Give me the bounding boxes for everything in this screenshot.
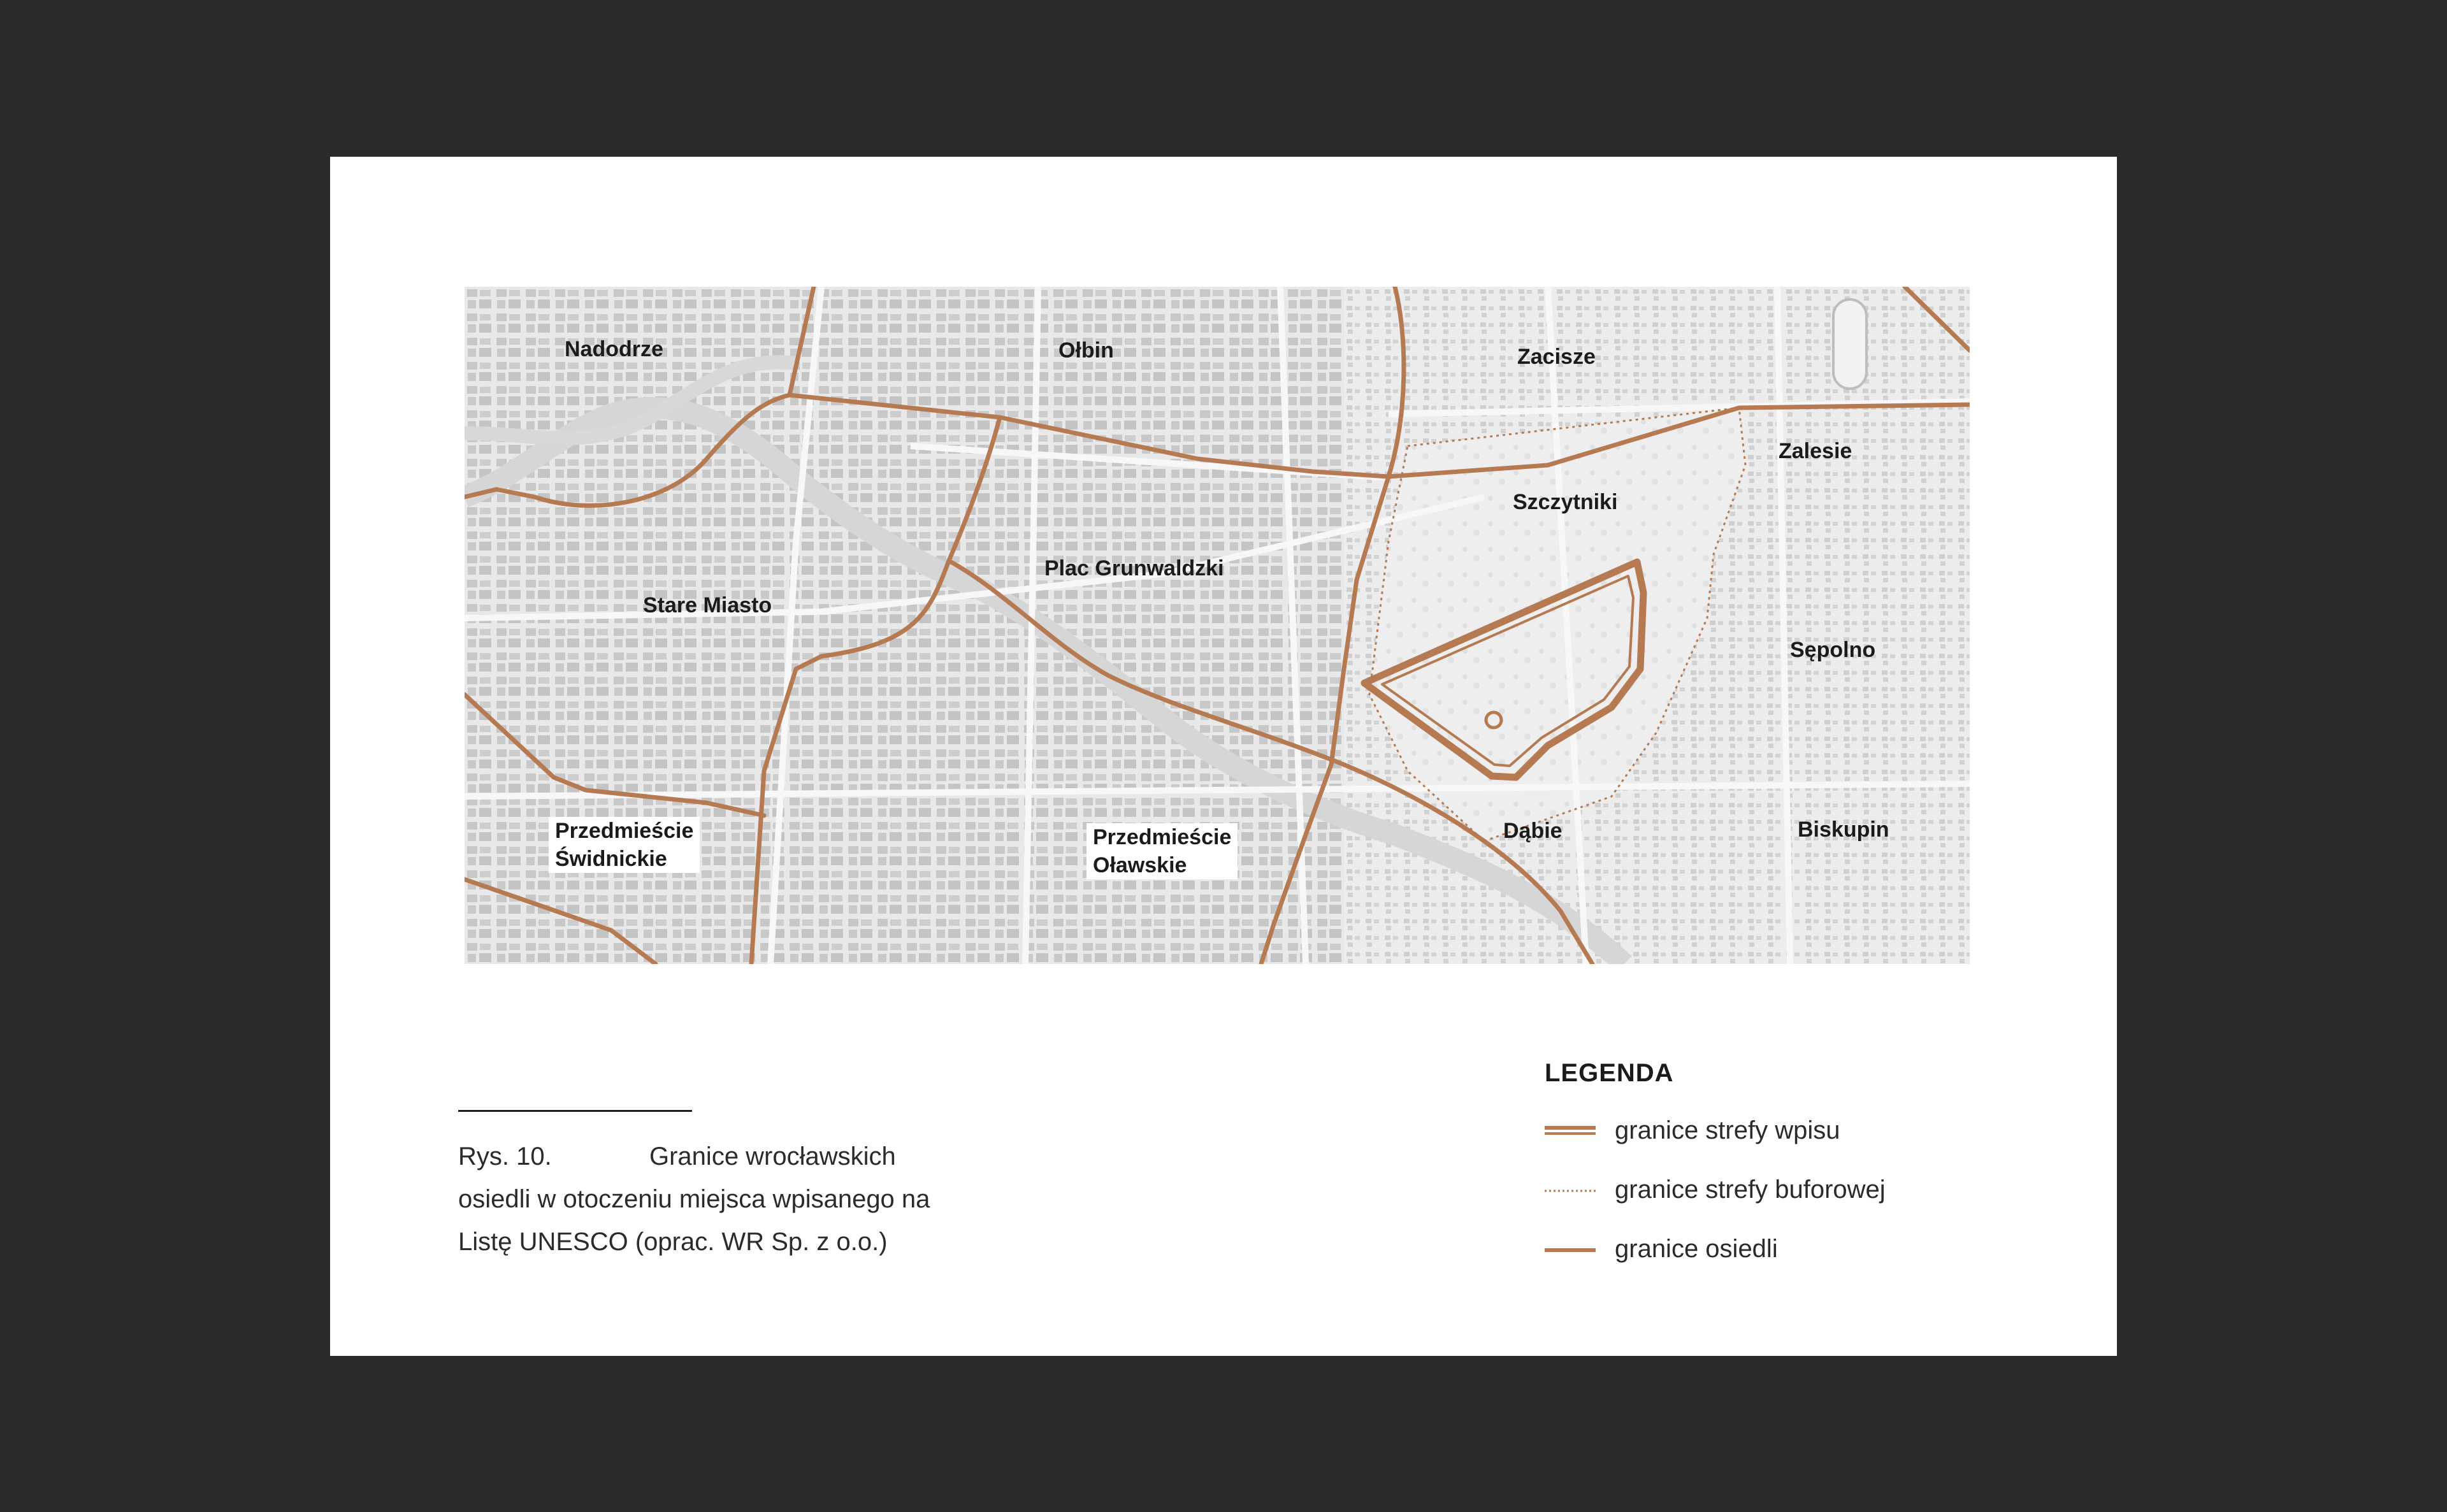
district-label-ołbin: Ołbin bbox=[1058, 338, 1114, 363]
map-panel bbox=[465, 287, 1970, 964]
caption-text-rest: osiedli w otoczeniu miejsca wpisanego na Listę UNESCO (oprac. WR Sp. z o.o.) bbox=[458, 1185, 930, 1256]
district-label-dąbie: Dąbie bbox=[1503, 819, 1563, 843]
legend-title: LEGENDA bbox=[1545, 1059, 1674, 1087]
legend-item-inscribed-zone bbox=[1545, 1112, 1991, 1148]
legend-label-districts: granice osiedli bbox=[1615, 1235, 1778, 1263]
legend bbox=[1545, 1055, 1991, 1263]
double-line-icon bbox=[1545, 1118, 1596, 1143]
stadium bbox=[1833, 299, 1866, 389]
district-label-przedmieście-świdnickie: Przedmieście Świdnickie bbox=[549, 817, 700, 873]
figure-sheet bbox=[330, 157, 2117, 1356]
legend-label-inscribed-zone: granice strefy wpisu bbox=[1615, 1116, 1840, 1144]
district-label-zalesie: Zalesie bbox=[1779, 439, 1852, 463]
caption-number: Rys. 10. bbox=[458, 1142, 552, 1170]
solid-line-icon bbox=[1545, 1236, 1596, 1262]
legend-label-buffer-zone: granice strefy buforowej bbox=[1615, 1176, 1886, 1204]
caption-text-first: Granice wrocławskich bbox=[649, 1142, 896, 1170]
district-label-zacisze: Zacisze bbox=[1517, 345, 1596, 369]
legend-item-districts bbox=[1545, 1231, 1991, 1267]
figure-caption bbox=[458, 1135, 1032, 1264]
district-label-sępolno: Sępolno bbox=[1790, 638, 1876, 662]
dotted-line-icon bbox=[1545, 1177, 1596, 1202]
caption-rule bbox=[458, 1110, 692, 1112]
district-label-szczytniki: Szczytniki bbox=[1513, 490, 1618, 514]
district-label-przedmieście-oławskie: Przedmieście Oławskie bbox=[1086, 823, 1238, 879]
district-label-nadodrze: Nadodrze bbox=[565, 337, 663, 361]
legend-item-buffer-zone bbox=[1545, 1172, 1991, 1207]
district-label-stare-miasto: Stare Miasto bbox=[643, 593, 772, 617]
district-label-biskupin: Biskupin bbox=[1798, 817, 1889, 842]
district-label-plac-grunwaldzki: Plac Grunwaldzki bbox=[1044, 556, 1224, 580]
